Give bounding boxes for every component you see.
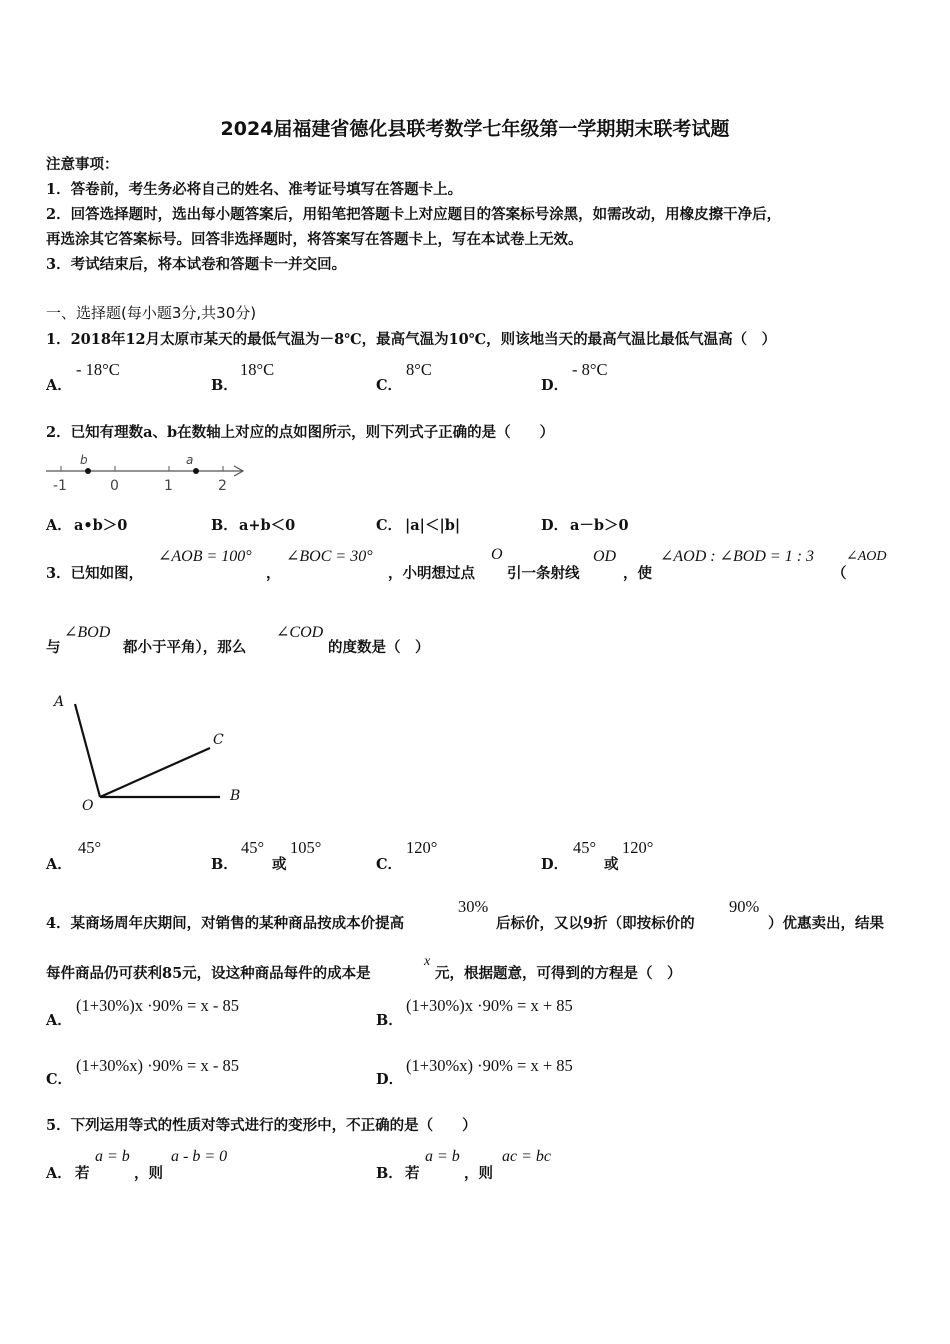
q3-line2-text-3: 的度数是（ ） (328, 639, 430, 656)
q3-option-a-v1: 45° (78, 838, 102, 857)
q2-option-a-value: a•b＞0 (74, 517, 128, 534)
q3-math-ratio: ∠AOD : ∠BOD = 1 : 3 (660, 548, 815, 565)
label-a: A (54, 694, 65, 710)
point-a-label: a (186, 453, 194, 467)
q3-math-aob: ∠AOB = 100° (158, 548, 252, 565)
q3-math-boc: ∠BOC = 30° (286, 548, 373, 565)
q4-math-x: x (424, 954, 431, 969)
q5-stem: 5．下列运用等式的性质对等式进行的变形中，不正确的是（ ） (46, 1117, 477, 1134)
q1-option-a-value: - 18°C (76, 360, 120, 379)
q1-option-b-label: B． (211, 377, 238, 394)
q2-option-a-label: A． (46, 517, 72, 534)
q5-option-a-mid: ，则 (134, 1165, 163, 1182)
q2-option-b-value: a+b＜0 (239, 517, 296, 534)
q3-option-b-label: B． (211, 856, 238, 873)
q2-option-d-label: D． (541, 517, 569, 534)
q4-line2-text-1: 每件商品仍可获利85元，设这种商品每件的成本是 (46, 965, 371, 982)
q3-option-d-label: D． (541, 856, 569, 873)
q3-option-d-or: 或 (604, 856, 619, 873)
notice-item-3: 3．考试结束后，将本试卷和答题卡一并交回。 (46, 256, 347, 273)
q4-option-b-value: (1+30%)x ·90% = x + 85 (406, 996, 573, 1015)
q4-option-c-value: (1+30%x) ·90% = x - 85 (76, 1056, 239, 1075)
q1-option-a-label: A． (46, 377, 72, 394)
tick-label-neg1: -1 (53, 478, 67, 494)
q3-text-1: 3．已知如图， (46, 565, 144, 582)
q5-option-a-pre: 若 (75, 1165, 90, 1182)
notice-heading: 注意事项： (46, 156, 119, 173)
q2-option-c-value: |a|＜|b| (405, 517, 461, 534)
q4-text-3: ）优惠卖出，结果 (768, 915, 884, 932)
q5-option-b-mid: ，则 (464, 1165, 493, 1182)
q1-stem: 1．2018年12月太原市某天的最低气温为－8℃，最高气温为10℃，则该地当天的最高气温比最低气温高（ ） (46, 331, 777, 348)
q3-math-aod: ∠AOD (846, 549, 887, 564)
q1-option-c-value: 8°C (406, 360, 432, 379)
q3-option-a-label: A． (46, 856, 72, 873)
point-b-label: b (80, 453, 88, 467)
q4-math-30pct: 30% (458, 897, 489, 916)
q3-text-6: （ (832, 565, 847, 582)
q4-math-90pct: 90% (729, 897, 760, 916)
q3-option-b-v2: 105° (290, 838, 322, 857)
tick-label-2: 2 (218, 478, 227, 494)
q2-stem: 2．已知有理数a、b在数轴上对应的点如图所示，则下列式子正确的是（ ） (46, 424, 555, 441)
q3-math-od: OD (593, 548, 617, 565)
q5-option-a-m1: a = b (95, 1148, 130, 1165)
q3-line2-text-2: 都小于平角），那么 (123, 639, 247, 656)
ray-oc (100, 748, 210, 797)
number-line-figure (44, 452, 254, 496)
angle-figure (46, 688, 256, 818)
q3-line2-text-1: 与 (46, 639, 61, 656)
q3-text-2: ， (266, 565, 281, 582)
notice-item-2: 2．回答选择题时，选出每小题答案后，用铅笔把答题卡上对应题目的答案标号涂黑，如需改动，用橡皮擦干净后， (46, 206, 782, 223)
q5-option-b-m1: a = b (425, 1148, 460, 1165)
q5-option-b-label: B． (376, 1165, 403, 1182)
q1-option-b-value: 18°C (240, 360, 275, 379)
q5-option-a-label: A． (46, 1165, 72, 1182)
q4-line2-text-2: 元，根据题意，可得到的方程是（ ） (435, 965, 682, 982)
q3-text-3: ，小明想过点 (388, 565, 475, 582)
q4-text-1: 4．某商场周年庆期间，对销售的某种商品按成本价提高 (46, 915, 405, 932)
q3-option-d-v2: 120° (622, 838, 654, 857)
q1-option-d-label: D． (541, 377, 569, 394)
page-title: 2024届福建省德化县联考数学七年级第一学期期末联考试题 (220, 118, 730, 140)
q2-option-d-value: a－b＞0 (570, 517, 629, 534)
q3-option-c-label: C． (376, 856, 403, 873)
q4-option-a-value: (1+30%)x ·90% = x - 85 (76, 996, 239, 1015)
label-b: B (230, 788, 241, 804)
notice-item-1: 1．答卷前，考生务必将自己的姓名、准考证号填写在答题卡上。 (46, 181, 463, 198)
q3-text-5: ，使 (623, 565, 652, 582)
q2-option-b-label: B． (211, 517, 238, 534)
q4-option-c-label: C． (46, 1071, 73, 1088)
notice-item-2-cont: 再选涂其它答案标号。回答非选择题时，将答案写在答题卡上，写在本试卷上无效。 (46, 231, 583, 248)
q3-math-cod: ∠COD (276, 624, 324, 641)
tick-label-0: 0 (110, 478, 119, 494)
point-b (85, 468, 91, 474)
q4-option-a-label: A． (46, 1012, 72, 1029)
q4-option-b-label: B． (376, 1012, 403, 1029)
q5-option-b-pre: 若 (405, 1165, 420, 1182)
q4-option-d-value: (1+30%x) ·90% = x + 85 (406, 1056, 573, 1075)
q1-option-d-value: - 8°C (572, 360, 608, 379)
label-c: C (213, 732, 224, 748)
ray-oa (75, 704, 100, 797)
q5-option-b-m2: ac = bc (502, 1148, 551, 1165)
q5-option-a-m2: a - b = 0 (171, 1148, 228, 1165)
point-a (193, 468, 199, 474)
q1-option-c-label: C． (376, 377, 403, 394)
q4-text-2: 后标价，又以9折（即按标价的 (496, 915, 695, 932)
q3-option-b-v1: 45° (241, 838, 265, 857)
q3-math-o: O (491, 546, 503, 563)
q3-math-bod: ∠BOD (64, 624, 111, 641)
section-heading: 一、选择题(每小题3分,共30分) (46, 304, 257, 322)
tick-label-1: 1 (164, 478, 173, 494)
q3-option-d-v1: 45° (573, 838, 597, 857)
label-o: O (82, 798, 94, 814)
q3-option-c-v1: 120° (406, 838, 438, 857)
q4-option-d-label: D． (376, 1071, 404, 1088)
q2-option-c-label: C． (376, 517, 403, 534)
q3-option-b-or: 或 (272, 856, 287, 873)
q3-text-4: 引一条射线 (507, 565, 580, 582)
